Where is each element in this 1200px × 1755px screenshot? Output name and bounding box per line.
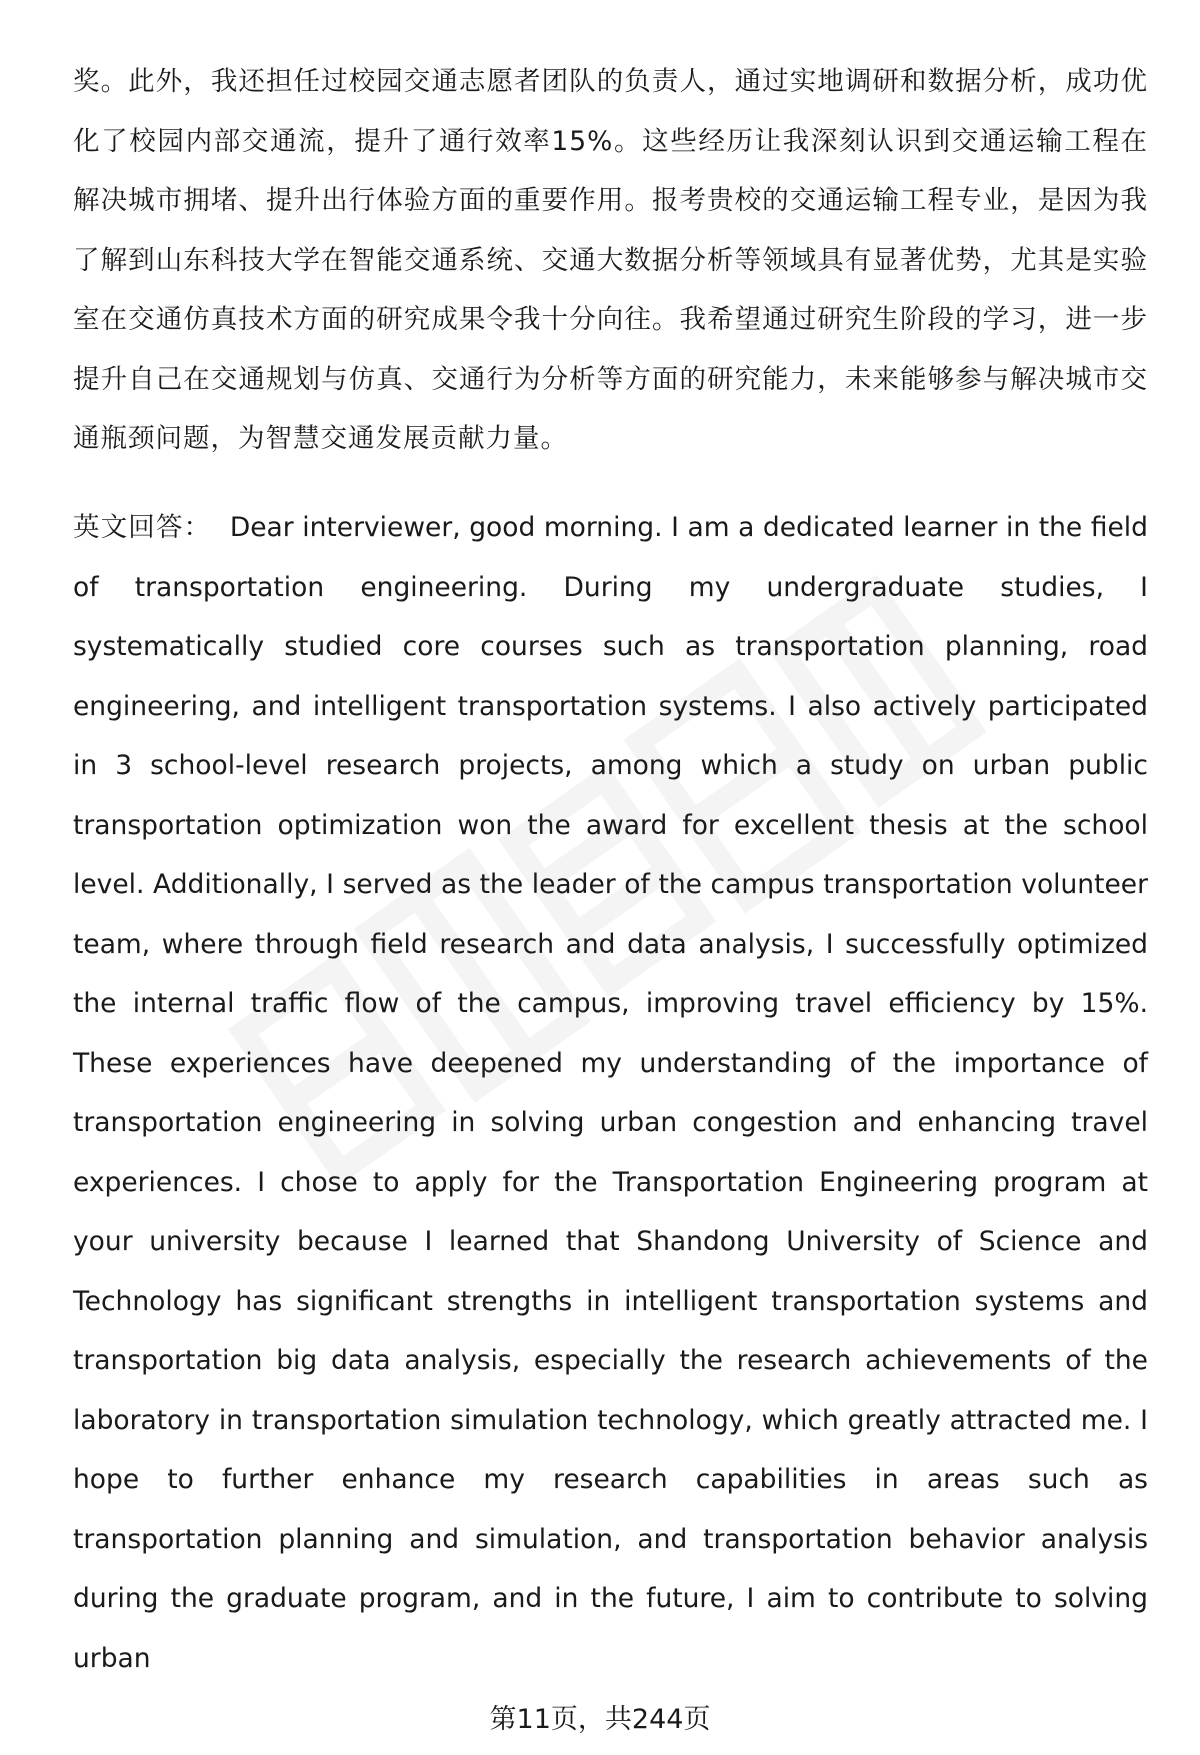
page-number-footer: 第11页，共244页 (489, 1704, 711, 1735)
english-answer-label: 英文回答： (73, 512, 212, 543)
english-answer-paragraph: Dear interviewer, good morning. I am a dedicated learner in the field of transportation engineering. During my undergraduate studies, I systematically studied core courses such as transportation planning, road engineering, and intelligent transportation systems. I also actively participated in 3 school-level research projects, among which a study on urban public transportation optimization won the award for excellent thesis at the school level. Additionally, I served as the leader of the campus transportation volunteer team, where through field research and data analysis, I successfully optimized the internal traffic flow of the campus, improving travel efficiency by 15%. These experiences have deepened my understanding of the importance of transportation engineering in solving urban congestion and enhancing travel experiences. I chose to apply for the Transportation Engineering program at your university because I learned that Shandong University of Science and Technology has significant strengths in intelligent transportation systems and transportation big data analysis, especially the research achievements of the laboratory in transportation simulation technology, which greatly attracted me. I hope to further enhance my research capabilities in areas such as transportation planning and simulation, and transportation behavior analysis during the graduate program, and in the future, I aim to contribute to solving urban (73, 512, 1148, 1674)
chinese-answer-paragraph: 奖。此外，我还担任过校园交通志愿者团队的负责人，通过实地调研和数据分析，成功优化了校园内部交通流，提升了通行效率15%。这些经历让我深刻认识到交通运输工程在解决城市拥堵、提升出行体验方面的重要作用。报考贵校的交通运输工程专业，是因为我了解到山东科技大学在智能交通系统、交通大数据分析等领域具有显著优势，尤其是实验室在交通仿真技术方面的研究成果令我十分向往。我希望通过研究生阶段的学习，进一步提升自己在交通规划与仿真、交通行为分析等方面的研究能力，未来能够参与解决城市交通瓶颈问题，为智慧交通发展贡献力量。 (73, 66, 1148, 454)
english-answer-section (73, 498, 1148, 1688)
